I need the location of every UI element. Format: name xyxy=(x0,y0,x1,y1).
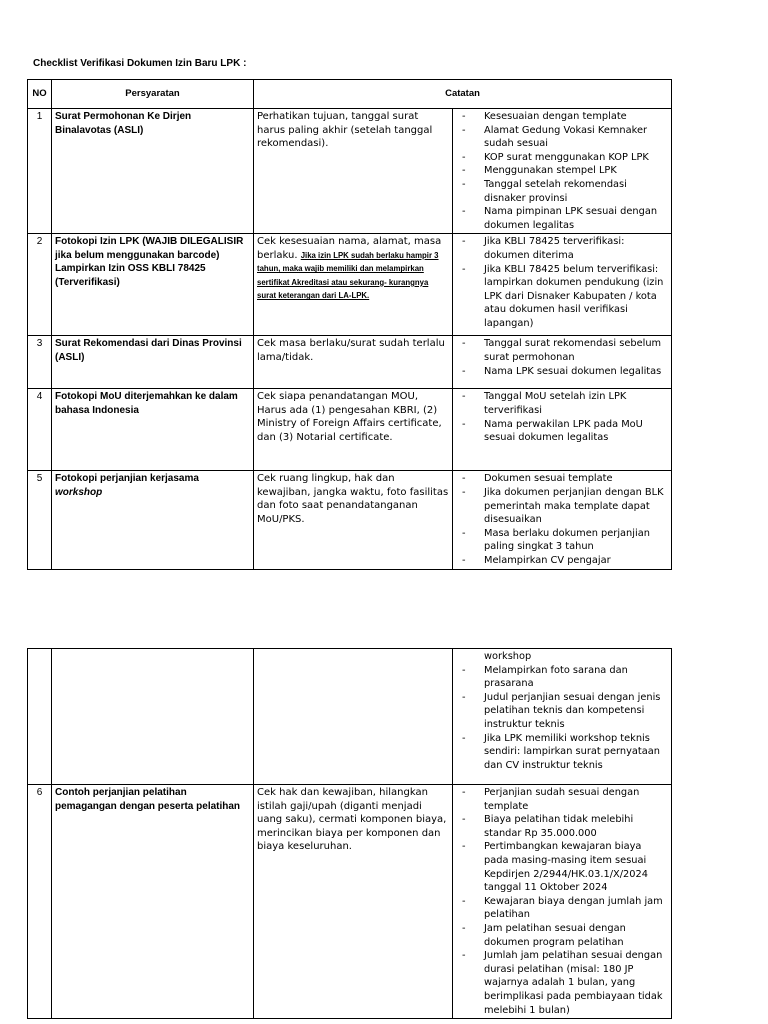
row-notes xyxy=(453,785,672,1019)
row-requirement xyxy=(52,649,254,785)
row-number: 2 xyxy=(28,234,52,336)
note-item: - Tanggal surat rekomendasi sebelum surat permohonan xyxy=(456,337,668,364)
note-item: - Alamat Gedung Vokasi Kemnaker sudah sesuai xyxy=(456,124,668,151)
note-item: - Pertimbangkan kewajaran biaya pada masing-masing item sesuai Kepdirjen 2/2944/HK.03.1/X/2024 tanggal 11 Oktober 2024 xyxy=(456,840,668,894)
row-requirement: Surat Permohonan Ke Dirjen Binalavotas (ASLI) xyxy=(52,109,254,234)
table-row xyxy=(28,389,672,471)
note-item: - Jika KBLI 78425 terverifikasi: dokumen diterima xyxy=(456,235,668,262)
row-requirement xyxy=(52,471,254,569)
note-item: - Melampirkan CV pengajar xyxy=(456,554,668,568)
row-number: 4 xyxy=(28,389,52,471)
row-requirement: Fotokopi Izin LPK (WAJIB DILEGALISIR jika belum menggunakan barcode) Lampirkan Izin OSS KBLI 78425 (Terverifikasi) xyxy=(52,234,254,336)
table-row xyxy=(28,336,672,389)
note-item: - Jika KBLI 78425 belum terverifikasi: lampirkan dokumen pendukung (izin LPK dari Disnaker Kabupaten / kota atau dokumen hasil verifikasi lapangan) xyxy=(456,263,668,331)
note-item: - Nama LPK sesuai dokumen legalitas xyxy=(456,365,668,379)
note-item: - Jika LPK memiliki workshop teknis sendiri: lampirkan surat pernyataan dan CV instruktur teknis xyxy=(456,732,668,773)
requirement-italic: workshop xyxy=(55,486,103,498)
table-row xyxy=(28,109,672,234)
document-title: Checklist Verifikasi Dokumen Izin Baru LPK : xyxy=(33,58,247,69)
row-notes xyxy=(453,649,672,785)
checklist-table-continued xyxy=(27,648,672,1019)
note-item: - Jika dokumen perjanjian dengan BLK pemerintah maka template dapat disesuaikan xyxy=(456,486,668,527)
check-underlined-note: Jika izin LPK sudah berlaku hampir 3 tahun, maka wajib memiliki dan melampirkan sertifikat Akreditasi atau sekurang- kurangnya surat keterangan dari LA-LPK. xyxy=(257,250,439,301)
note-item: - Kewajaran biaya dengan jumlah jam pelatihan xyxy=(456,895,668,922)
row-requirement: Surat Rekomendasi dari Dinas Provinsi (ASLI) xyxy=(52,336,254,389)
note-item: - Menggunakan stempel LPK xyxy=(456,164,668,178)
row-notes xyxy=(453,389,672,471)
row-notes xyxy=(453,471,672,569)
note-item: - Jam pelatihan sesuai dengan dokumen program pelatihan xyxy=(456,922,668,949)
note-item: - KOP surat menggunakan KOP LPK xyxy=(456,151,668,165)
table-row xyxy=(28,471,672,569)
row-notes xyxy=(453,336,672,389)
table-row xyxy=(28,785,672,1019)
header-catatan: Catatan xyxy=(254,80,672,109)
row-notes xyxy=(453,234,672,336)
note-continuation: workshop xyxy=(484,651,532,662)
row-check-note: Cek siapa penandatangan MOU, Harus ada (1) pengesahan KBRI, (2) Ministry of Foreign Affairs certificate, dan (3) Notarial certificate. xyxy=(254,389,453,471)
row-requirement: Contoh perjanjian pelatihan pemagangan dengan peserta pelatihan xyxy=(52,785,254,1019)
row-number xyxy=(28,649,52,785)
row-number: 6 xyxy=(28,785,52,1019)
header-persyaratan: Persyaratan xyxy=(52,80,254,109)
note-item: - Kesesuaian dengan template xyxy=(456,110,668,124)
note-item: - Nama perwakilan LPK pada MoU sesuai dokumen legalitas xyxy=(456,418,668,445)
header-no: NO xyxy=(28,80,52,109)
row-check-note: Cek masa berlaku/surat sudah terlalu lama/tidak. xyxy=(254,336,453,389)
table-row xyxy=(28,234,672,336)
note-item: - Tanggal setelah rekomendasi disnaker provinsi xyxy=(456,178,668,205)
row-requirement: Fotokopi MoU diterjemahkan ke dalam bahasa Indonesia xyxy=(52,389,254,471)
row-check-note xyxy=(254,649,453,785)
row-check-note: Cek ruang lingkup, hak dan kewajiban, jangka waktu, foto fasilitas dan foto saat penandatanganan MoU/PKS. xyxy=(254,471,453,569)
row-notes xyxy=(453,109,672,234)
requirement-text: Fotokopi perjanjian kerjasama xyxy=(55,473,199,485)
note-item: - Biaya pelatihan tidak melebihi standar Rp 35.000.000 xyxy=(456,813,668,840)
note-item: - Jumlah jam pelatihan sesuai dengan durasi pelatihan (misal: 180 JP wajarnya adalah 1 bulan, yang berimplikasi pada pembiayaan tidak melebihi 1 bulan) xyxy=(456,949,668,1017)
row-check-note: Perhatikan tujuan, tanggal surat harus paling akhir (setelah tanggal rekomendasi). xyxy=(254,109,453,234)
table-row xyxy=(28,649,672,785)
row-check-note xyxy=(254,234,453,336)
row-number: 1 xyxy=(28,109,52,234)
note-item: - Tanggal MoU setelah izin LPK terverifikasi xyxy=(456,390,668,417)
note-item: - Dokumen sesuai template xyxy=(456,472,668,486)
row-check-note: Cek hak dan kewajiban, hilangkan istilah gaji/upah (diganti menjadi uang saku), cermati komponen biaya, merincikan biaya per komponen dan biaya keseluruhan. xyxy=(254,785,453,1019)
note-item: - Melampirkan foto sarana dan prasarana xyxy=(456,664,668,691)
checklist-table xyxy=(27,79,672,570)
note-item: - Masa berlaku dokumen perjanjian paling singkat 3 tahun xyxy=(456,527,668,554)
check-text: Cek kesesuaian nama, alamat, masa berlaku. xyxy=(257,236,442,261)
note-item: - Perjanjian sudah sesuai dengan template xyxy=(456,786,668,813)
table-header-row xyxy=(28,80,672,109)
note-item: - Judul perjanjian sesuai dengan jenis pelatihan teknis dan kompetensi instruktur teknis xyxy=(456,691,668,732)
note-item: - Nama pimpinan LPK sesuai dengan dokumen legalitas xyxy=(456,205,668,232)
row-number: 3 xyxy=(28,336,52,389)
row-number: 5 xyxy=(28,471,52,569)
